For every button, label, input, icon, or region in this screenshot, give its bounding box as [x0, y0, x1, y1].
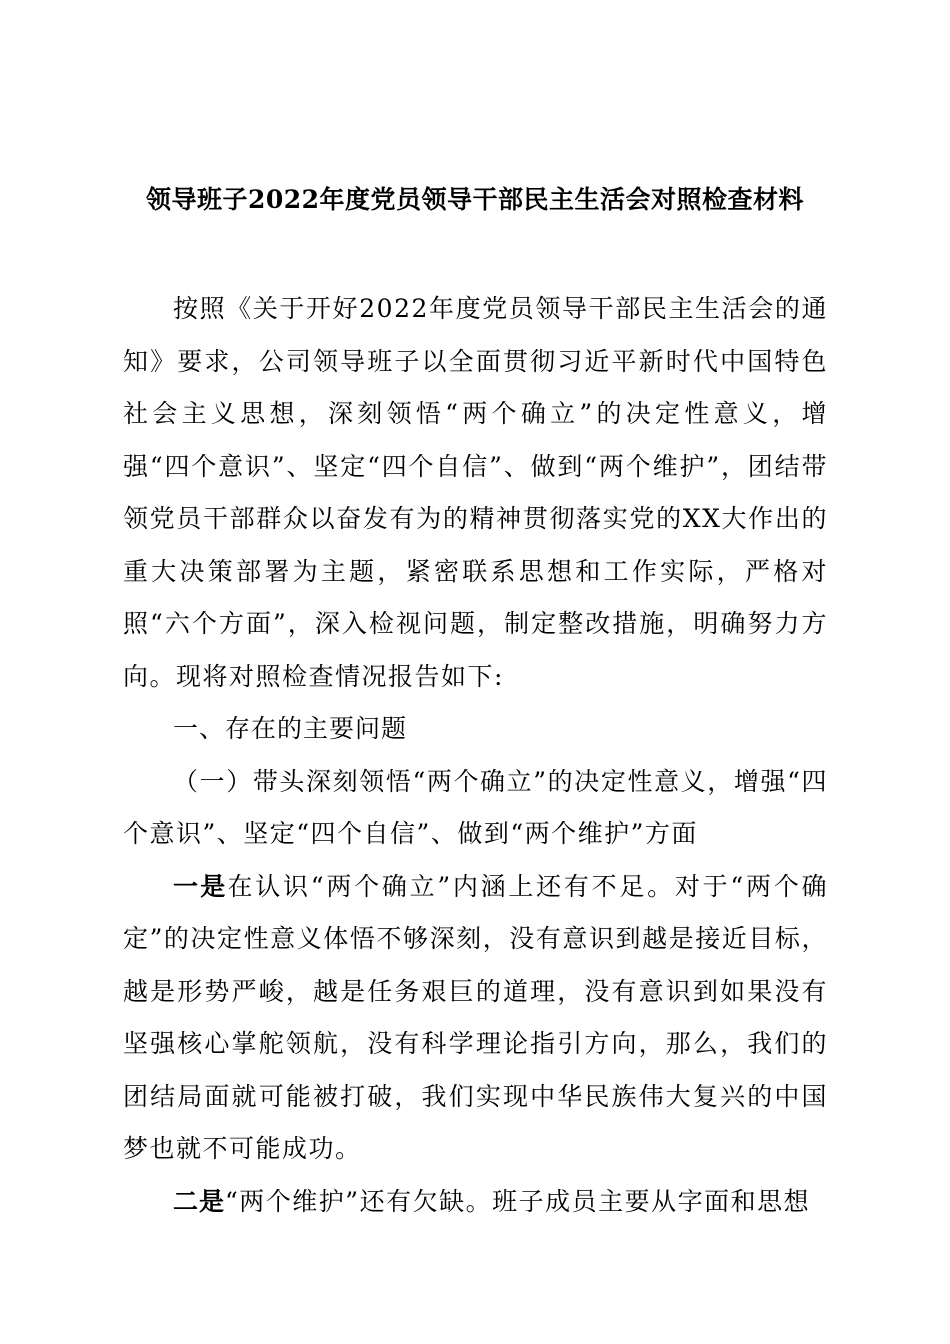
section-heading: 一、存在的主要问题 [173, 714, 408, 743]
point-text-2: “两个维护”还有欠缺。班子成员主要从字面和思想 [225, 1186, 811, 1216]
point-text-1: 在认识“两个确立”内涵上还有不足。对于“两个确定”的决定性意义体悟不够深刻，没有意识到越是接近目标，越是形势严峻，越是任务艰巨的道理，没有意识到如果没有坚强核心掌舵领航，没有科学理论指引方向，那么，我们的团结局面就可能被打破，我们实现中华民族伟大复兴的中国梦也就不可能成功。 [123, 871, 828, 1163]
subsection-heading: （一）带头深刻领悟“两个确立”的决定性意义，增强“四个意识”、坚定“四个自信”、做到“两个维护”方面 [123, 766, 828, 848]
point-paragraph-1 [123, 861, 828, 1176]
intro-paragraph: 按照《关于开好2022年度党员领导干部民主生活会的通知》要求，公司领导班子以全面贯彻习近平新时代中国特色社会主义思想，深刻领悟“两个确立”的决定性意义，增强“四个意识”、坚定“四个自信”、做到“两个维护”，团结带领党员干部群众以奋发有为的精神贯彻落实党的XX大作出的重大决策部署为主题，紧密联系思想和工作实际，严格对照“六个方面”，深入检视问题，制定整改措施，明确努力方向。现将对照检查情况报告如下: [123, 294, 828, 691]
document-title: 领导班子2022年度党员领导干部民主生活会对照检查材料 [145, 185, 805, 214]
point-paragraph-2 [123, 1176, 828, 1229]
point-lead-2: 二是 [173, 1186, 226, 1216]
point-lead-1: 一是 [173, 871, 228, 901]
document-body [123, 283, 828, 1228]
